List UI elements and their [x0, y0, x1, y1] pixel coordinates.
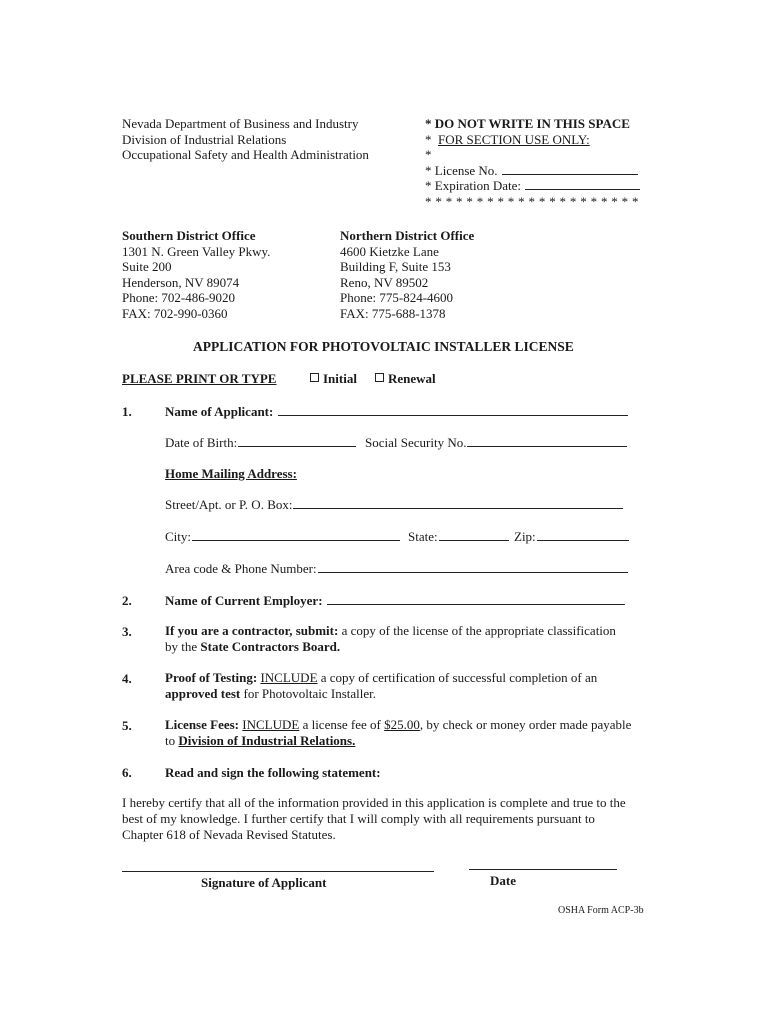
- state-field[interactable]: [408, 529, 509, 545]
- zip-field[interactable]: [514, 529, 629, 545]
- southern-office-phone: Phone: 702-486-9020: [122, 290, 236, 305]
- office-use-heading: * DO NOT WRITE IN THIS SPACE: [425, 116, 630, 131]
- date-line[interactable]: [469, 869, 617, 870]
- office-use-block: [425, 116, 640, 209]
- state-label: State:: [408, 529, 438, 544]
- phone-field[interactable]: [165, 561, 628, 577]
- office-use-subheading: * FOR SECTION USE ONLY:: [425, 131, 590, 147]
- southern-office-fax: FAX: 702-990-0360: [122, 305, 228, 321]
- applicant-name-field[interactable]: [165, 404, 628, 420]
- southern-office-address2: Suite 200: [122, 259, 172, 274]
- initial-option[interactable]: [310, 371, 357, 387]
- fees-instruction: License Fees: INCLUDE a license fee of $25.00, by check or money order made payable to Division of Industrial Relations.: [165, 717, 632, 748]
- zip-label: Zip:: [514, 529, 536, 544]
- item-3-number: 3.: [122, 624, 132, 639]
- northern-office-fax: FAX: 775-688-1378: [340, 305, 446, 321]
- initial-checkbox[interactable]: [310, 373, 319, 382]
- northern-office: [340, 228, 474, 321]
- state-input[interactable]: [439, 529, 509, 541]
- contractor-instruction: If you are a contractor, submit: a copy of the license of the appropriate classification by the State Contractors Board.: [165, 623, 616, 654]
- northern-office-address2: Building F, Suite 153: [340, 259, 451, 274]
- signature-label: Signature of Applicant: [201, 875, 327, 890]
- certification-line-1: I hereby certify that all of the information provided in this application is complete and true to the: [122, 795, 626, 810]
- expiration-date-field[interactable]: * Expiration Date:: [425, 178, 640, 194]
- southern-office-city: Henderson, NV 89074: [122, 274, 240, 290]
- renewal-option[interactable]: [375, 371, 436, 387]
- agency-line-2: Division of Industrial Relations: [122, 131, 287, 147]
- ssn-field[interactable]: [365, 435, 627, 451]
- employer-label: Name of Current Employer:: [165, 593, 323, 608]
- dob-field[interactable]: [165, 435, 356, 451]
- form-title: APPLICATION FOR PHOTOVOLTAIC INSTALLER LICENSE: [193, 339, 574, 354]
- ssn-input[interactable]: [467, 435, 627, 447]
- employer-field[interactable]: [165, 593, 625, 609]
- dob-input[interactable]: [238, 435, 356, 447]
- certification-text: [122, 795, 626, 843]
- signature-line[interactable]: [122, 871, 434, 872]
- item-6-number: 6.: [122, 765, 132, 780]
- renewal-label: Renewal: [388, 371, 436, 386]
- zip-input[interactable]: [537, 529, 629, 541]
- city-label: City:: [165, 529, 192, 544]
- office-use-star: *: [425, 147, 432, 162]
- northern-office-title: Northern District Office: [340, 228, 475, 243]
- phone-input[interactable]: [318, 561, 628, 573]
- item-5-number: 5.: [122, 718, 132, 733]
- form-number: OSHA Form ACP-3b: [558, 905, 644, 916]
- street-field[interactable]: [165, 497, 623, 513]
- agency-line-3: Occupational Safety and Health Administration: [122, 147, 369, 162]
- southern-office: [122, 228, 270, 321]
- city-field[interactable]: [165, 529, 400, 545]
- street-label: Street/Apt. or P. O. Box:: [165, 497, 293, 512]
- ssn-label: Social Security No.: [365, 435, 467, 450]
- renewal-checkbox[interactable]: [375, 373, 384, 382]
- dob-label: Date of Birth:: [165, 435, 238, 450]
- initial-label: Initial: [323, 371, 357, 386]
- testing-instruction: Proof of Testing: INCLUDE a copy of certification of successful completion of an approved test for Photovoltaic Installer.: [165, 670, 598, 701]
- agency-line-1: Nevada Department of Business and Industry: [122, 116, 359, 131]
- stars-row: * * * * * * * * * * * * * * * * * * * * *: [425, 193, 639, 209]
- certification-line-3: Chapter 618 of Nevada Revised Statutes.: [122, 827, 336, 842]
- applicant-name-label: Name of Applicant:: [165, 404, 274, 419]
- agency-header: [122, 116, 369, 163]
- item-1-number: 1.: [122, 404, 132, 419]
- northern-office-address1: 4600 Kietzke Lane: [340, 243, 439, 259]
- certification-line-2: best of my knowledge. I further certify that I will comply with all requirements pursuant to: [122, 811, 595, 826]
- date-label: Date: [490, 873, 516, 888]
- phone-label: Area code & Phone Number:: [165, 561, 317, 576]
- southern-office-address1: 1301 N. Green Valley Pkwy.: [122, 243, 271, 259]
- northern-office-city: Reno, NV 89502: [340, 274, 429, 290]
- applicant-name-input[interactable]: [278, 404, 628, 416]
- street-input[interactable]: [293, 497, 623, 509]
- statement-heading: Read and sign the following statement:: [165, 765, 381, 780]
- license-no-field[interactable]: * License No.: [425, 163, 640, 179]
- employer-input[interactable]: [327, 593, 625, 605]
- northern-office-phone: Phone: 775-824-4600: [340, 290, 454, 305]
- print-instruction: PLEASE PRINT OR TYPE: [122, 371, 277, 386]
- item-4-number: 4.: [122, 671, 132, 686]
- home-address-heading: Home Mailing Address:: [165, 466, 297, 481]
- city-input[interactable]: [192, 529, 400, 541]
- southern-office-title: Southern District Office: [122, 228, 256, 243]
- item-2-number: 2.: [122, 593, 132, 608]
